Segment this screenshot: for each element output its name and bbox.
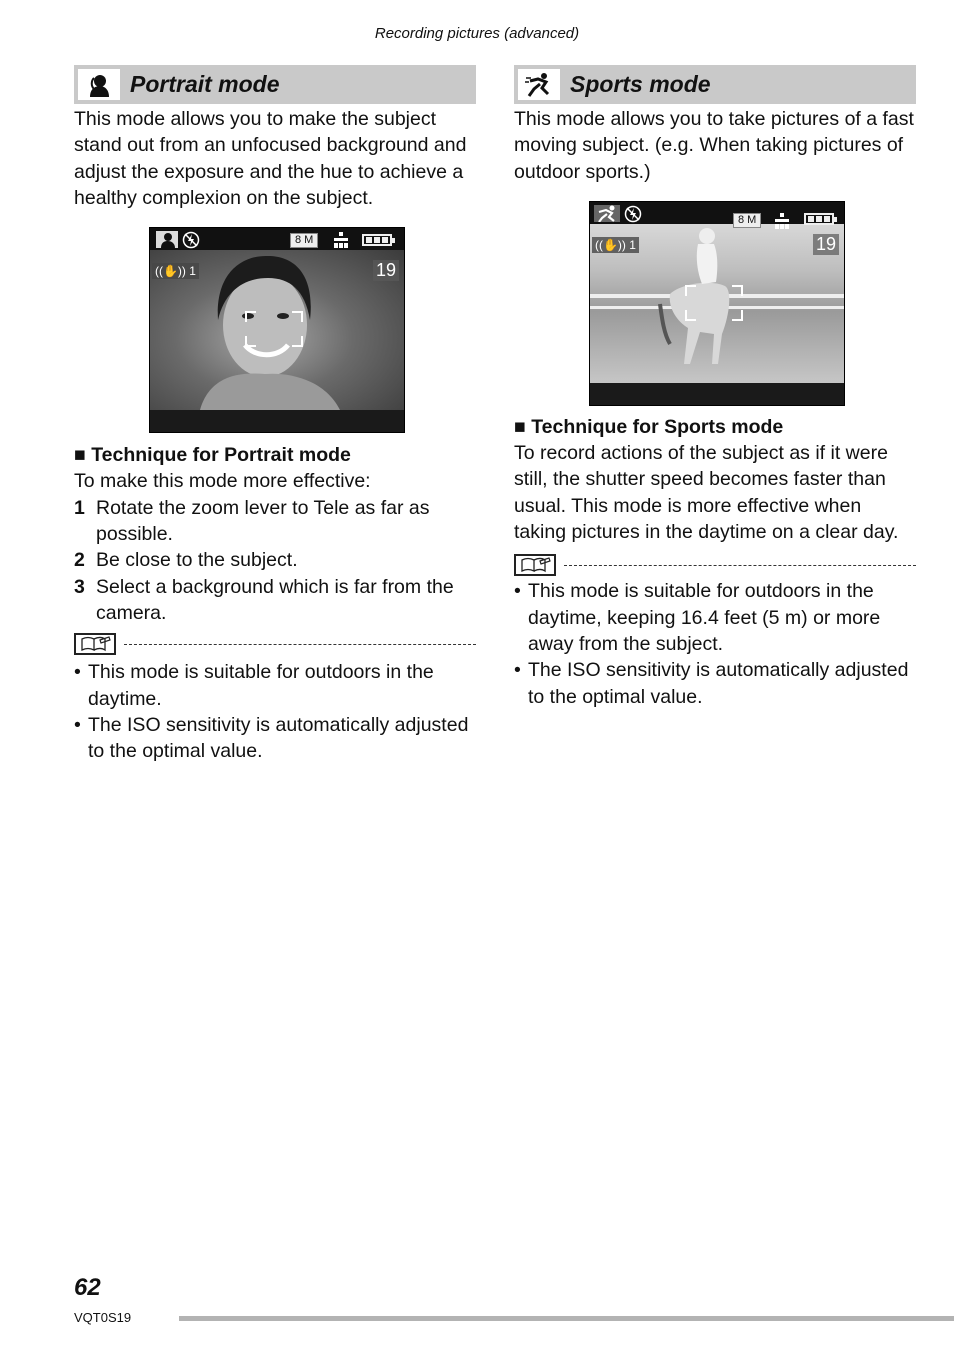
sports-heading-bar bbox=[514, 65, 916, 104]
sports-technique-title: Technique for Sports mode bbox=[531, 415, 784, 438]
portrait-intro: This mode allows you to make the subject stand out from an unfocused background and adjust the exposure and the hue to achieve a healthy complexion on the subject. bbox=[74, 108, 467, 209]
sports-mode-icon bbox=[518, 69, 560, 100]
sports-intro: This mode allows you to take pictures of a fast moving subject. (e.g. When taking pictures of outdoor sports.) bbox=[514, 108, 914, 183]
remaining-pictures-count: 19 bbox=[373, 260, 399, 281]
portrait-title: Portrait mode bbox=[130, 71, 280, 97]
sports-title: Sports mode bbox=[570, 71, 711, 97]
step-text: Be close to the subject. bbox=[96, 549, 298, 572]
step-text: Rotate the zoom lever to Tele as far as possible. bbox=[96, 496, 430, 546]
list-item bbox=[74, 495, 476, 548]
portrait-lcd-screen bbox=[149, 227, 405, 433]
lcd-sports-icon bbox=[594, 205, 620, 222]
dashed-divider bbox=[564, 565, 916, 566]
portrait-technique-title: Technique for Portrait mode bbox=[91, 444, 351, 467]
battery-icon bbox=[362, 234, 392, 246]
sports-technique-heading bbox=[514, 414, 916, 440]
step-number: 3 bbox=[74, 575, 85, 598]
af-area-frame bbox=[685, 285, 743, 321]
lcd-bottom-bar bbox=[590, 383, 844, 405]
picture-size-indicator: 8 M bbox=[290, 233, 318, 248]
sports-technique-text: To record actions of the subject as if it were still, the shutter speed becomes faster than usual. This mode is more effective when taking pictures in the daytime on a clear day. bbox=[514, 442, 899, 544]
quality-icon bbox=[332, 232, 350, 251]
square-bullet-icon: ■ bbox=[514, 415, 532, 438]
page-number: 62 bbox=[74, 1274, 101, 1301]
sports-section bbox=[514, 65, 916, 710]
list-item: • The ISO sensitivity is automatically adjusted to the optimal value. bbox=[514, 657, 916, 710]
list-item: • This mode is suitable for outdoors in the daytime, keeping 16.4 feet (5 m) or more away from the subject. bbox=[514, 578, 916, 657]
flash-off-icon bbox=[624, 205, 642, 226]
model-code: VQT0S19 bbox=[74, 1310, 132, 1325]
lcd-portrait-icon bbox=[156, 231, 178, 248]
step-number: 1 bbox=[74, 496, 85, 519]
quality-icon bbox=[773, 213, 791, 232]
remaining-pictures-count: 19 bbox=[813, 234, 839, 255]
portrait-section bbox=[74, 65, 476, 764]
portrait-notes bbox=[74, 659, 476, 764]
portrait-mode-icon bbox=[78, 69, 120, 100]
portrait-technique-heading bbox=[74, 442, 476, 468]
sports-notes bbox=[514, 578, 916, 709]
optical-image-stabilizer-indicator: ((✋)) 1 bbox=[152, 263, 199, 279]
optical-image-stabilizer-indicator: ((✋)) 1 bbox=[592, 237, 639, 253]
af-area-frame bbox=[245, 311, 303, 347]
square-bullet-icon: ■ bbox=[74, 444, 92, 467]
sports-lcd-screen bbox=[589, 201, 845, 406]
portrait-steps bbox=[74, 495, 476, 626]
list-item: • This mode is suitable for outdoors in the daytime. bbox=[74, 659, 476, 712]
list-item: • The ISO sensitivity is automatically adjusted to the optimal value. bbox=[74, 712, 476, 765]
portrait-heading-bar bbox=[74, 65, 476, 104]
dashed-divider bbox=[124, 644, 476, 645]
step-number: 2 bbox=[74, 549, 85, 572]
battery-icon bbox=[804, 213, 834, 225]
note-divider bbox=[74, 630, 476, 658]
note-divider bbox=[514, 551, 916, 579]
note-book-icon bbox=[514, 554, 556, 576]
list-item bbox=[74, 547, 476, 573]
step-text: Select a background which is far from the camera. bbox=[96, 575, 454, 624]
note-book-icon bbox=[74, 633, 116, 655]
lcd-bottom-bar bbox=[150, 410, 404, 432]
running-head: Recording pictures (advanced) bbox=[374, 25, 580, 42]
portrait-technique-intro: To make this mode more effective: bbox=[74, 470, 371, 493]
flash-off-icon bbox=[182, 231, 200, 252]
picture-size-indicator: 8 M bbox=[733, 213, 761, 228]
list-item bbox=[74, 574, 476, 627]
footer-rule bbox=[179, 1316, 954, 1321]
